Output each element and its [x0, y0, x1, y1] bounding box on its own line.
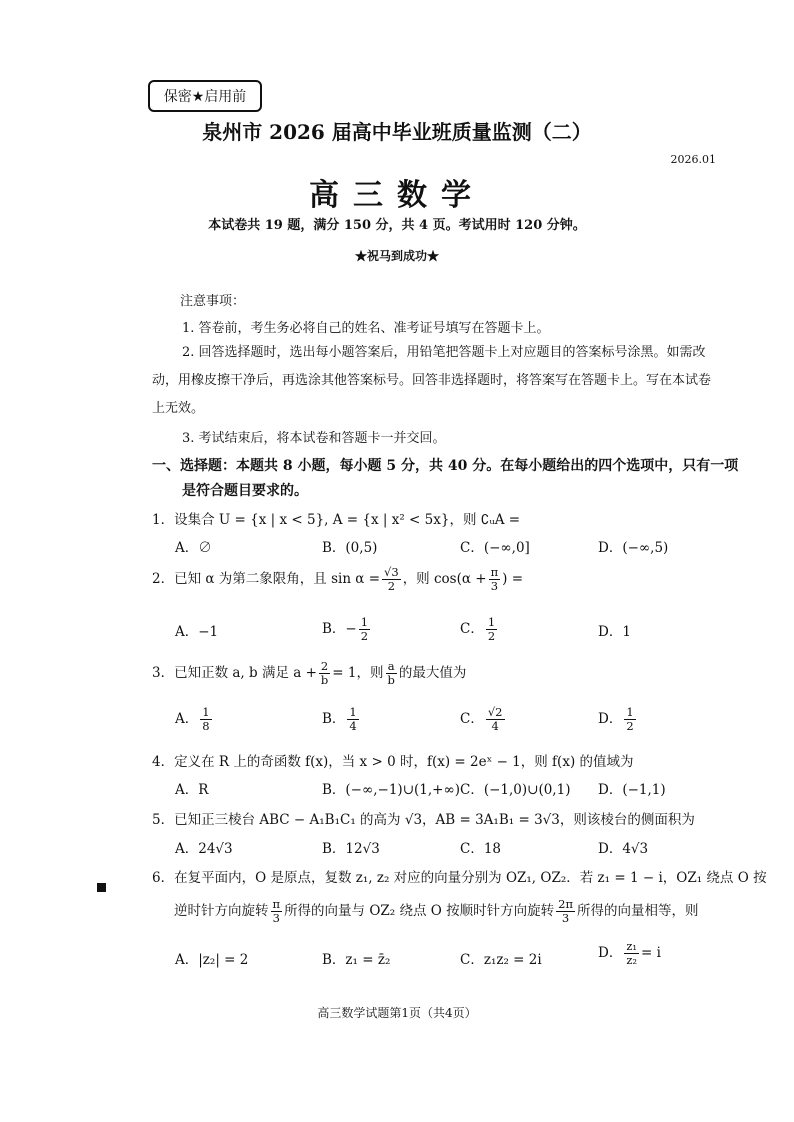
numerator: 1 [487, 615, 496, 629]
question-6: 6．在复平面内，O 是原点，复数 z₁, z₂ 对应的向量分别为 OZ₁, OZ₂．若 z₁ = 1 − i，OZ₁ 绕点 O 按 [152, 870, 767, 886]
q2-text: ) = [502, 571, 524, 587]
numerator: π [272, 897, 281, 911]
denominator: b [387, 673, 395, 687]
option-fraction [486, 616, 497, 643]
q6-option-d [598, 940, 661, 967]
exam-date: 2026.01 [670, 153, 716, 166]
option-label: B． [322, 711, 346, 727]
question-3 [152, 660, 466, 687]
q5-option-d: D．4√3 [598, 841, 649, 857]
numerator: √3 [384, 565, 399, 579]
denominator: 3 [490, 579, 499, 593]
q4-option-b: B．(−∞,−1)∪(1,+∞) [322, 782, 460, 798]
option-fraction [347, 706, 358, 733]
question-5: 5．已知正三棱台 ABC − A₁B₁C₁ 的高为 √3，AB = 3A₁B₁ = 3√3，则该棱台的侧面积为 [152, 812, 695, 828]
numerator: 1 [626, 705, 634, 719]
q5-option-c: C．18 [460, 841, 502, 857]
q5-option-a: A．24√3 [175, 841, 233, 857]
option-label: A． [175, 711, 199, 727]
q6-option-a: A．|z₂| = 2 [175, 952, 249, 968]
denominator: 2 [387, 579, 396, 593]
q2-option-b [322, 616, 372, 643]
confidential-stamp: 保密★启用前 [148, 80, 262, 112]
section-heading: 一、选择题：本题共 8 小题，每小题 5 分，共 40 分。在每小题给出的四个选项中，只有一项 [152, 458, 739, 474]
q3-fraction [319, 660, 330, 687]
q5-option-b: B．12√3 [322, 841, 380, 857]
q6-text: 所得的向量与 OZ₂ 绕点 O 按顺时针方向旋转 [284, 903, 555, 919]
denominator: b [320, 673, 329, 687]
option-label: B．− [322, 621, 357, 637]
q2-option-d: D．1 [598, 624, 631, 640]
numerator: z₁ [626, 939, 637, 953]
question-6-line2 [174, 898, 699, 925]
q3-option-b [322, 706, 361, 733]
q6-text: 所得的向量相等，则 [577, 903, 699, 919]
numerator: π [490, 565, 499, 579]
option-fraction [200, 706, 211, 733]
q3-fraction [385, 660, 396, 687]
exam-title: 泉州市 2026 届高中毕业班质量监测（二） [202, 120, 592, 144]
q1-option-b: B．(0,5) [322, 540, 378, 556]
denominator: 8 [202, 719, 210, 733]
q3-text: 的最大值为 [398, 665, 467, 681]
page-footer: 高三数学试题第1页（共4页） [317, 1006, 477, 1020]
q6-fraction [271, 898, 283, 925]
q2-text: 2．已知 α 为第二象限角，且 sin α = [152, 571, 381, 587]
blessing: ★祝马到成功★ [354, 249, 439, 263]
q2-option-c [460, 616, 499, 643]
notice-item: 1. 答卷前，考生务必将自己的姓名、准考证号填写在答题卡上。 [182, 321, 550, 336]
option-label: D． [598, 945, 623, 961]
denominator: 3 [561, 911, 570, 925]
question-1: 1．设集合 U = {x | x < 5}, A = {x | x² < 5x}，则 ∁ᵤA = [152, 512, 521, 528]
subject-title: 高三数学 [309, 178, 485, 213]
question-4: 4．定义在 R 上的奇函数 f(x)，当 x > 0 时，f(x) = 2eˣ − 1，则 f(x) 的值域为 [152, 754, 634, 770]
section-heading-cont: 是符合题目要求的。 [182, 483, 308, 499]
numerator: 2 [320, 659, 329, 673]
denominator: 2 [487, 629, 496, 643]
denominator: 4 [349, 719, 357, 733]
q2-fraction [489, 566, 501, 593]
q4-option-a: A．R [175, 782, 209, 798]
option-label: C． [460, 711, 484, 727]
q3-text: = 1，则 [332, 665, 384, 681]
option-fraction [624, 706, 635, 733]
numerator: √2 [487, 705, 503, 719]
q6-option-c: C．z₁z₂ = 2i [460, 952, 542, 968]
q2-text: ，则 cos(α + [402, 571, 487, 587]
exam-info: 本试卷共 19 题，满分 150 分，共 4 页。考试用时 120 分钟。 [208, 218, 586, 233]
numerator: 2π [558, 897, 574, 911]
option-fraction [359, 616, 370, 643]
q2-fraction [382, 566, 401, 593]
option-label: D． [598, 711, 623, 727]
scan-mark [97, 883, 106, 892]
q3-text: 3．已知正数 a, b 满足 a + [152, 665, 317, 681]
q1-option-c: C．(−∞,0] [460, 540, 530, 556]
q6-text: 逆时针方向旋转 [174, 903, 269, 919]
notice-item: 2. 回答选择题时，选出每小题答案后，用铅笔把答题卡上对应题目的答案标号涂黑。如需改动，用橡皮擦干净后，再选涂其他答案标号。回答非选择题时，将答案写在答题卡上。写在本试卷上无效。 [152, 345, 712, 416]
q3-option-d [598, 706, 638, 733]
denominator: 2 [360, 629, 369, 643]
notice-item: 3. 考试结束后，将本试卷和答题卡一并交回。 [182, 431, 446, 446]
notice-heading: 注意事项： [180, 294, 246, 309]
q4-option-c: C．(−1,0)∪(0,1) [460, 782, 571, 798]
numerator: a [387, 659, 395, 673]
numerator: 1 [360, 615, 369, 629]
q1-option-d: D．(−∞,5) [598, 540, 669, 556]
option-fraction [624, 940, 639, 967]
denominator: 4 [491, 719, 499, 733]
q2-option-a: A．−1 [175, 624, 219, 640]
denominator: 3 [272, 911, 280, 925]
numerator: 1 [202, 705, 210, 719]
q3-option-a [175, 706, 214, 733]
option-text: = i [641, 945, 661, 961]
option-fraction [486, 706, 505, 733]
question-2 [152, 566, 523, 593]
q4-option-d: D．(−1,1) [598, 782, 666, 798]
denominator: z₂ [626, 953, 637, 967]
denominator: 2 [626, 719, 634, 733]
numerator: 1 [349, 705, 357, 719]
q6-option-b: B．z₁ = z̄₂ [322, 952, 391, 968]
q6-fraction [556, 898, 575, 925]
q3-option-c [460, 706, 507, 733]
option-label: C． [460, 621, 484, 637]
q1-option-a: A．∅ [175, 540, 212, 556]
